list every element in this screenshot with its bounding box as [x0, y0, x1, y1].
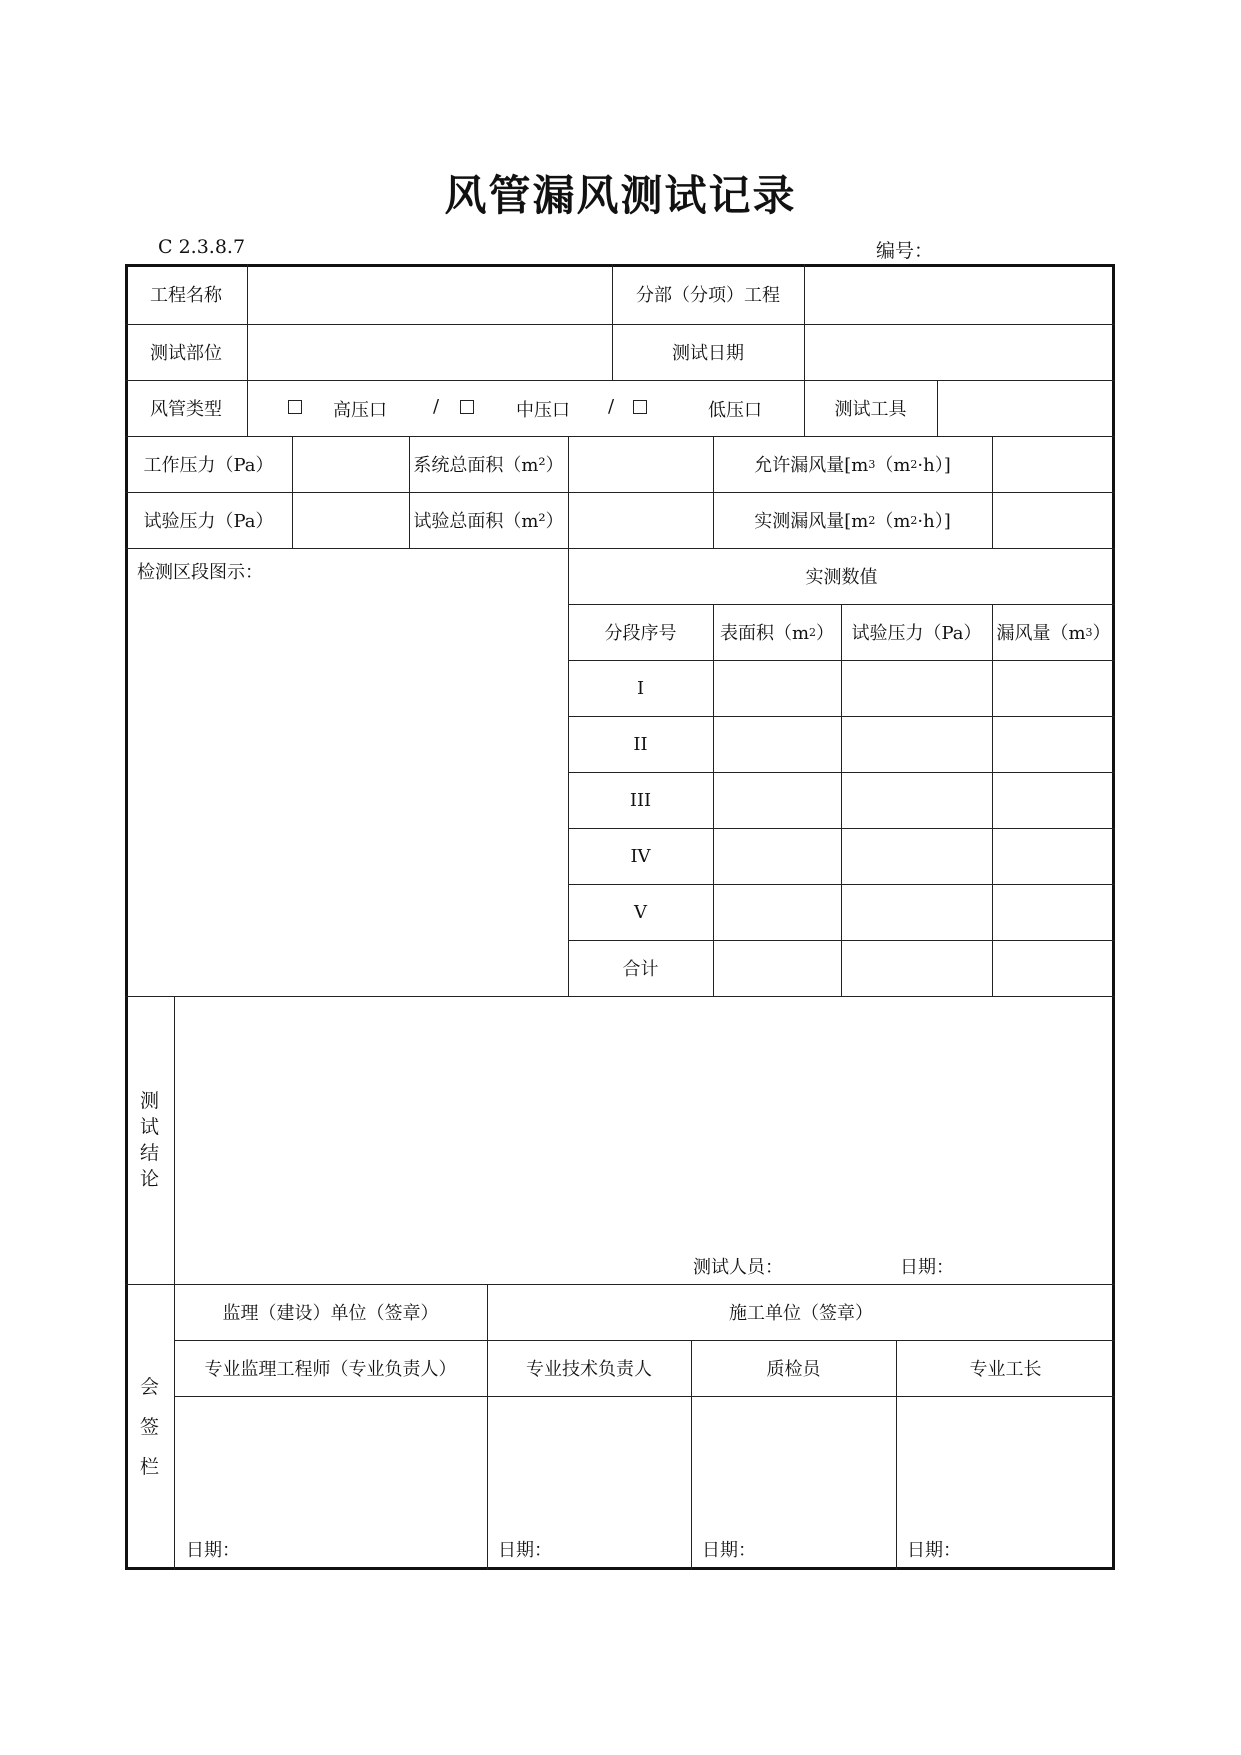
- sign-date-label: 日期：: [702, 1540, 756, 1561]
- high-pressure-checkbox[interactable]: [288, 400, 302, 414]
- foreman-signature[interactable]: [897, 1397, 1113, 1527]
- medium-pressure-checkbox[interactable]: [460, 400, 474, 414]
- segment-row-label: II: [633, 733, 648, 755]
- work-pressure-field[interactable]: [292, 436, 409, 492]
- segment-row-label: I: [636, 677, 645, 699]
- quality-inspector-label: 质检员: [766, 1359, 821, 1380]
- work-pressure-label: 工作压力（Pa）: [143, 455, 274, 476]
- sign-off-label: 会 签 栏: [139, 1376, 159, 1478]
- test-pressure-label: 试验压力（Pa）: [143, 511, 274, 532]
- quality-inspector-signature[interactable]: [692, 1397, 895, 1527]
- medium-pressure-option: 中压口: [516, 400, 570, 421]
- total-row-label: 合计: [622, 959, 659, 980]
- system-area-field[interactable]: [568, 436, 713, 492]
- test-date-field[interactable]: [804, 324, 1115, 380]
- low-pressure-option: 低压口: [708, 400, 762, 421]
- segment-row-label: III: [629, 789, 652, 811]
- allowed-leakage-field[interactable]: [992, 436, 1115, 492]
- diagram-area[interactable]: [126, 585, 567, 995]
- supervising-engineer-label: 专业监理工程师（专业负责人）: [204, 1359, 457, 1380]
- conclusion-field[interactable]: [175, 997, 1113, 1237]
- test-location-label: 测试部位: [150, 343, 222, 364]
- sub-project-label: 分部（分项）工程: [636, 285, 780, 306]
- separator: /: [608, 396, 615, 417]
- technical-lead-label: 专业技术负责人: [526, 1359, 652, 1380]
- measured-leakage-field[interactable]: [992, 492, 1115, 548]
- sign-date-label: 日期：: [907, 1540, 961, 1561]
- segment-number-header: 分段序号: [604, 623, 677, 644]
- conclusion-label: 测 试 结 论: [139, 1090, 159, 1190]
- measured-values-header: 实测数值: [805, 567, 878, 588]
- test-location-field[interactable]: [247, 324, 612, 380]
- test-tool-field[interactable]: [937, 380, 1115, 436]
- construction-unit-label: 施工单位（签章）: [729, 1303, 873, 1324]
- sign-date-label: 日期：: [186, 1540, 240, 1561]
- serial-number-label: 编号：: [876, 240, 934, 262]
- segment-row-label: V: [634, 901, 647, 923]
- sign-date-label: 日期：: [498, 1540, 552, 1561]
- supervision-unit-label: 监理（建设）单位（签章）: [222, 1303, 439, 1324]
- test-area-field[interactable]: [568, 492, 713, 548]
- tester-label: 测试人员：: [693, 1257, 783, 1278]
- test-area-label: 试验总面积（m²）: [413, 511, 564, 532]
- leakage-header: 漏风量（m 3 ）: [996, 623, 1111, 644]
- supervising-engineer-signature[interactable]: [175, 1397, 486, 1527]
- diagram-label: 检测区段图示：: [137, 562, 263, 583]
- page-title: 风管漏风测试记录: [444, 171, 797, 220]
- test-pressure-field[interactable]: [292, 492, 409, 548]
- high-pressure-option: 高压口: [333, 400, 387, 421]
- conclusion-date-label: 日期：: [900, 1257, 954, 1278]
- test-pressure-header: 试验压力（Pa）: [851, 623, 982, 644]
- duct-type-label: 风管类型: [150, 399, 222, 420]
- test-tool-label: 测试工具: [834, 399, 907, 420]
- separator: /: [433, 396, 440, 417]
- measured-leakage-label: 实测漏风量[m 2 （m 2 ·h）]: [754, 511, 951, 532]
- project-name-label: 工程名称: [150, 285, 222, 306]
- sub-project-field[interactable]: [804, 264, 1115, 324]
- test-date-label: 测试日期: [672, 343, 744, 364]
- segment-row-label: IV: [630, 845, 651, 867]
- technical-lead-signature[interactable]: [488, 1397, 690, 1527]
- surface-area-header: 表面积（m 2 ）: [719, 623, 835, 644]
- foreman-label: 专业工长: [969, 1359, 1042, 1380]
- project-name-field[interactable]: [247, 264, 612, 324]
- allowed-leakage-label: 允许漏风量[m 3 （m 2 ·h）]: [754, 455, 951, 476]
- form-code: C 2.3.8.7: [158, 236, 246, 258]
- low-pressure-checkbox[interactable]: [633, 400, 647, 414]
- system-area-label: 系统总面积（m²）: [413, 455, 564, 476]
